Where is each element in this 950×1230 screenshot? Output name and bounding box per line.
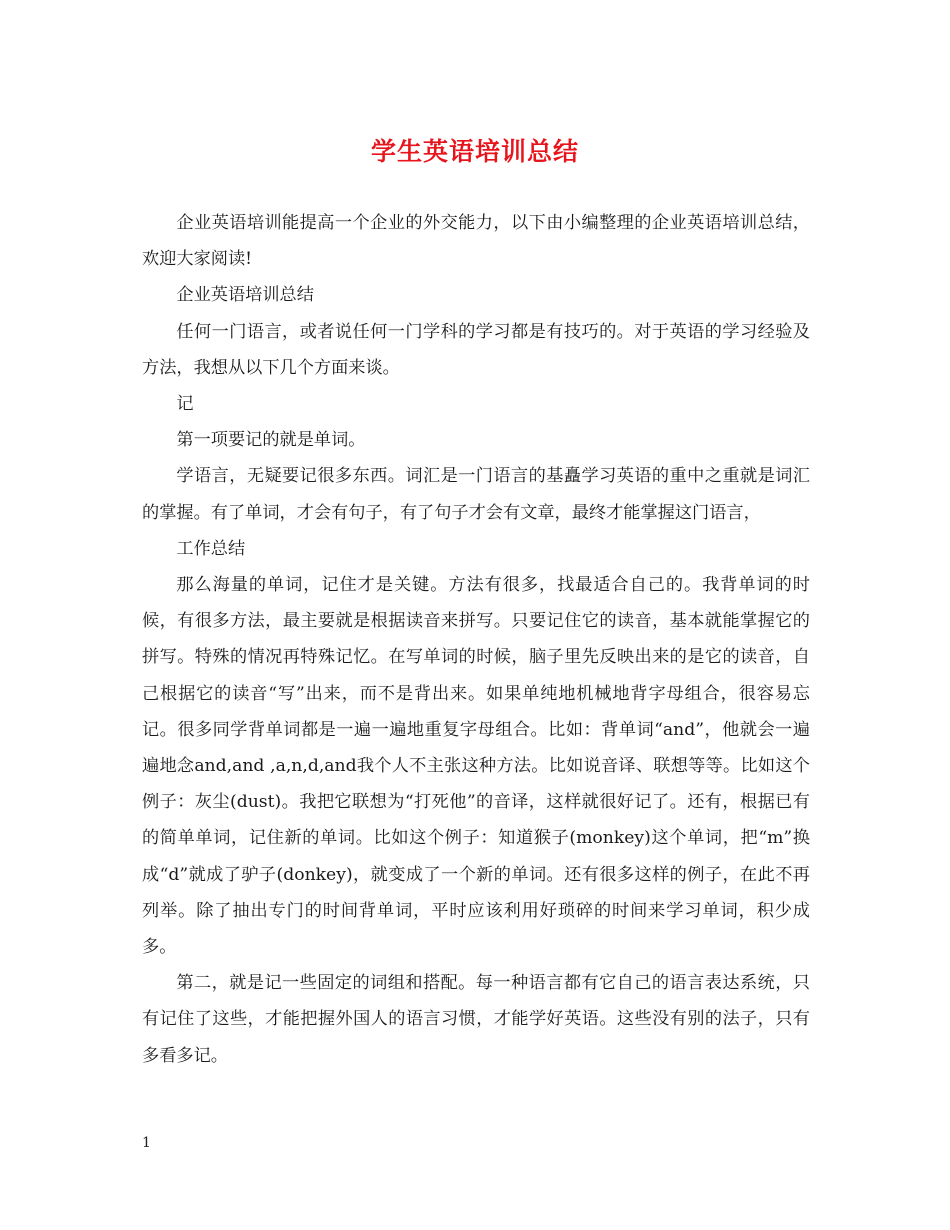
document-body <box>142 205 810 1074</box>
paragraph-heading-remember: 记 <box>176 394 194 415</box>
document-title: 学生英语培训总结 <box>370 137 579 166</box>
paragraph-vocabulary: 学语言，无疑要记很多东西。词汇是一门语言的基矗学习英语的重中之重就是词汇的掌握。有了单词，才会有句子，有了句子才会有文章，最终才能掌握这门语言， <box>142 466 810 523</box>
paragraph-work-summary: 工作总结 <box>176 538 246 559</box>
paragraph-opening: 任何一门语言，或者说任何一门学科的学习都是有技巧的。对于英语的学习经验及方法，我想从以下几个方面来谈。 <box>142 321 810 378</box>
page-number: 1 <box>142 1135 151 1151</box>
paragraph-intro: 企业英语培训能提高一个企业的外交能力，以下由小编整理的企业英语培训总结，欢迎大家阅读! <box>142 213 810 270</box>
paragraph-memorize-words: 那么海量的单词，记住才是关键。方法有很多，找最适合自己的。我背单词的时候，有很多方法，最主要就是根据读音来拼写。只要记住它的读音，基本就能掌握它的拼写。特殊的情况再特殊记忆。在写单词的时候，脑子里先反映出来的是它的读音，自己根据它的读音“写”出来，而不是背出来。如果单纯地机械地背字母组合，很容易忘记。很多同学背单词都是一遍一遍地重复字母组合。比如：背单词“and”，他就会一遍遍地念and,and ,a,n,d,and我个人不主张这种方法。比如说音译、联想等等。比如这个例子：灰尘(dust)。我把它联想为“打死他”的音译，这样就很好记了。还有，根据已有的简单单词，记住新的单词。比如这个例子：知道猴子(monkey)这个单词，把“m”换成“d”就成了驴子(donkey)，就变成了一个新的单词。还有很多这样的例子，在此不再列举。除了抽出专门的时间背单词，平时应该利用好琐碎的时间来学习单词，积少成多。 <box>142 575 810 958</box>
paragraph-subtitle: 企业英语培训总结 <box>176 285 314 306</box>
paragraph-first-item: 第一项要记的就是单词。 <box>176 430 366 451</box>
paragraph-phrases: 第二，就是记一些固定的词组和搭配。每一种语言都有它自己的语言表达系统，只有记住了这些，才能把握外国人的语言习惯，才能学好英语。这些没有别的法子，只有多看多记。 <box>142 973 810 1066</box>
